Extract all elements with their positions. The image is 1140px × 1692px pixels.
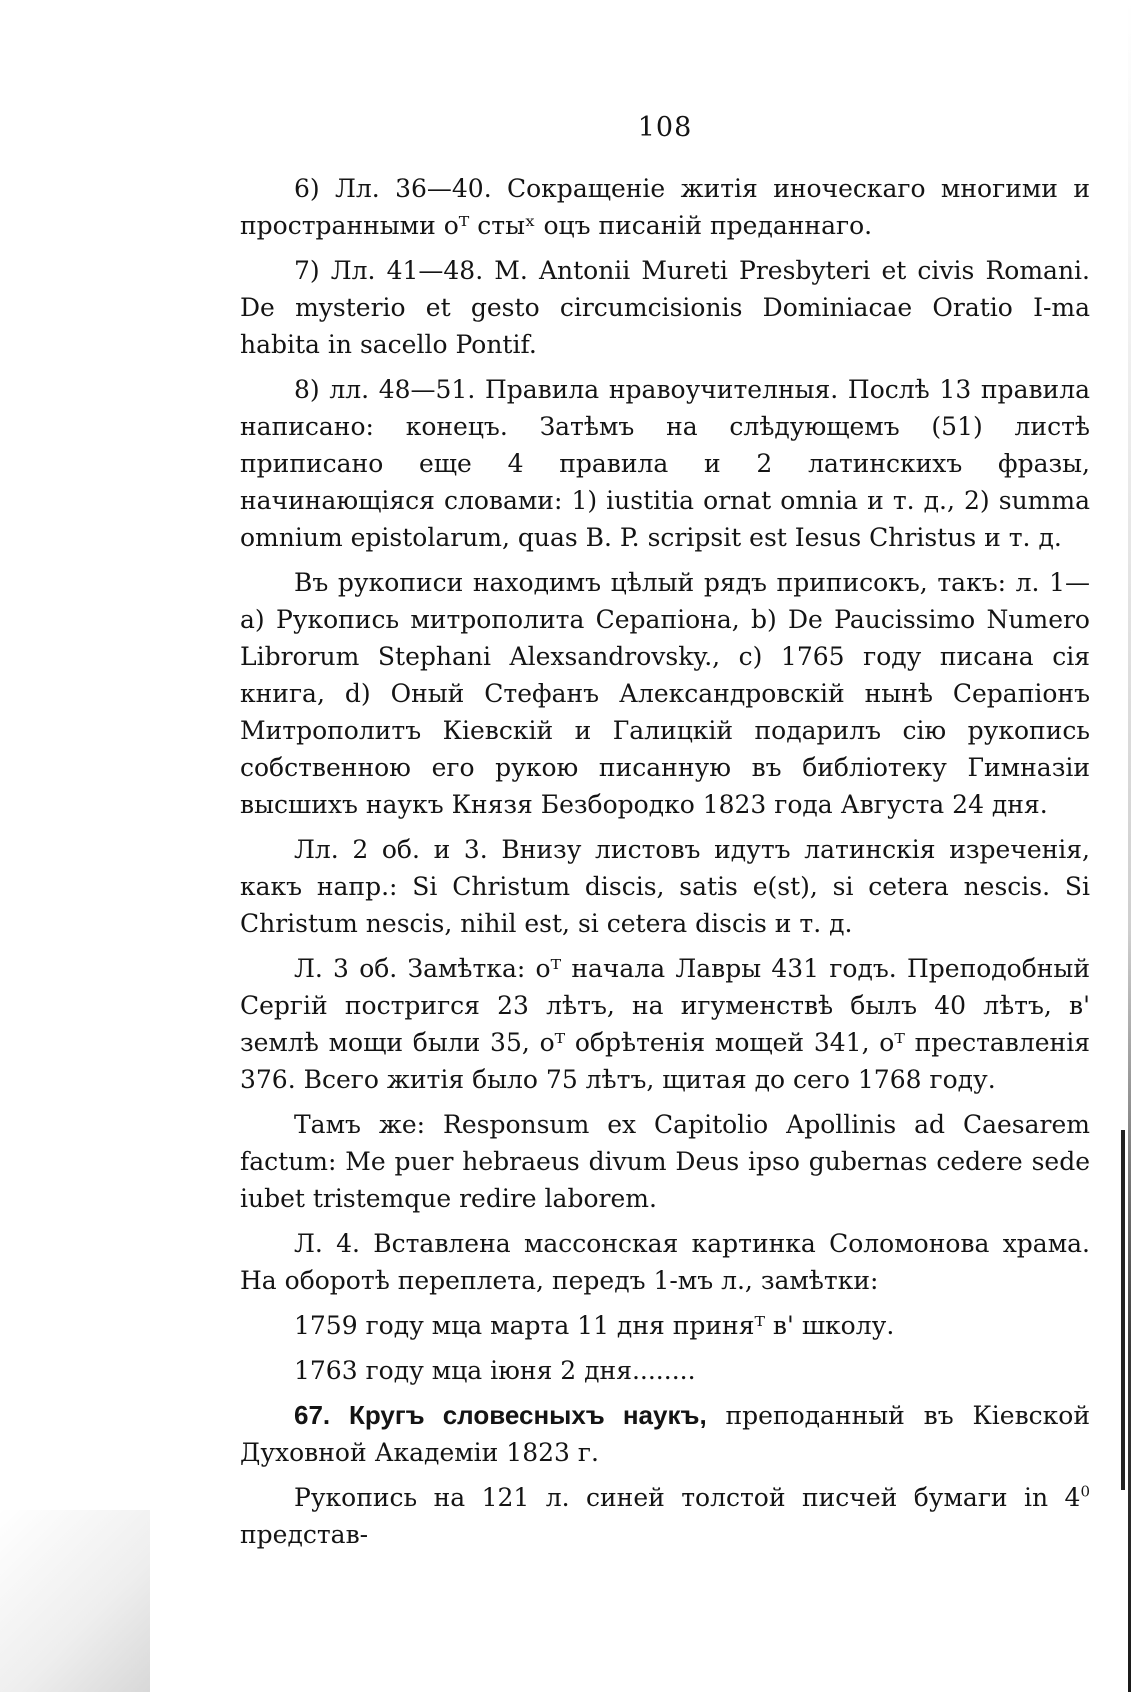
paragraph-note-lavra: Л. 3 об. Замѣтка: оᵀ начала Лавры 431 годъ. Преподобный Сергій постригся 23 лѣтъ, на игуменствѣ былъ 40 лѣтъ, в' землѣ мощи были 35, оᵀ обрѣтенія мощей 341, оᵀ преставленія 376. Всего житія было 75 лѣтъ, щитая до сего 1768 году. (240, 954, 1090, 1094)
entry-67 (240, 1397, 1090, 1471)
entry-description: преподанный въ Кіевской Духовной Академіи 1823 г. (240, 1401, 1090, 1467)
paragraph-item-7: 7) Лл. 41—48. M. Antonii Mureti Presbyteri et civis Romani. De mysterio et gesto circumcisionis Dominiacae Oratio I-ma habita in sacello Pontif. (240, 256, 1090, 359)
page-number: 108 (637, 112, 693, 143)
body-text (240, 170, 1090, 1561)
paragraph-item-6: 6) Лл. 36—40. Сокращеніе житія иноческаго многими и пространными оᵀ стыˣ оцъ писаній преданнаго. (240, 174, 1090, 240)
quarto-degree: 0 (1080, 1482, 1090, 1501)
closing-text: Рукопись на 121 л. синей толстой писчей бумаги in 4 (294, 1483, 1081, 1512)
paragraph-responsum: Тамъ же: Responsum ex Capitolio Apollinis ad Caesarem factum: Me puer hebraeus divum Deus ipso gubernas cedere sede iubet tristemque redire laborem. (240, 1110, 1090, 1213)
paragraph-marginalia: Въ рукописи находимъ цѣлый рядъ приписокъ, такъ: л. 1—а) Рукопись митрополита Серапіона, b) De Paucissimo Numero Librorum Stephani Alexsandrovsky., c) 1765 году писана сія книга, d) Оный Стефанъ Александровскій нынѣ Серапіонъ Митрополитъ Кіевскій и Галицкій подарилъ сію рукопись собственною его рукою писанную въ библіотеку Гимназіи высшихъ наукъ Князя Безбородко 1823 года Августа 24 дня. (240, 568, 1090, 819)
paragraph-latin-sayings: Лл. 2 об. и 3. Внизу листовъ идутъ латинскія изреченія, какъ напр.: Si Christum discis, satis e(st), si cetera nescis. Si Christum nescis, nihil est, si cetera discis и т. д. (240, 835, 1090, 938)
corner-smudge (0, 1510, 150, 1692)
entry-heading: Кругъ словесныхъ наукъ, (348, 1400, 707, 1430)
closing-line (240, 1479, 1090, 1553)
page-edge-shadow (1128, 0, 1131, 1692)
closing-text-end: представ- (240, 1520, 369, 1549)
note-1759: 1759 году мца марта 11 дня приняᵀ в' школу. (294, 1311, 895, 1340)
entry-number: 67. (294, 1400, 331, 1430)
binding-edge-mark (1121, 1130, 1125, 1490)
paragraph-masonic-picture: Л. 4. Вставлена массонская картинка Соломонова храма. На оборотѣ переплета, передъ 1-мъ л., замѣтки: (240, 1229, 1090, 1295)
note-1763: 1763 году мца іюня 2 дня........ (294, 1356, 696, 1385)
paragraph-item-8: 8) лл. 48—51. Правила нравоучителныя. Послѣ 13 правила написано: конецъ. Затѣмъ на слѣдующемъ (51) листѣ приписано еще 4 правила и 2 латинскихъ фразы, начинающіяся словами: 1) iustitia ornat omnia и т. д., 2) summa omnium epistolarum, quas B. P. scripsit est Iesus Christus и т. д. (240, 375, 1090, 552)
